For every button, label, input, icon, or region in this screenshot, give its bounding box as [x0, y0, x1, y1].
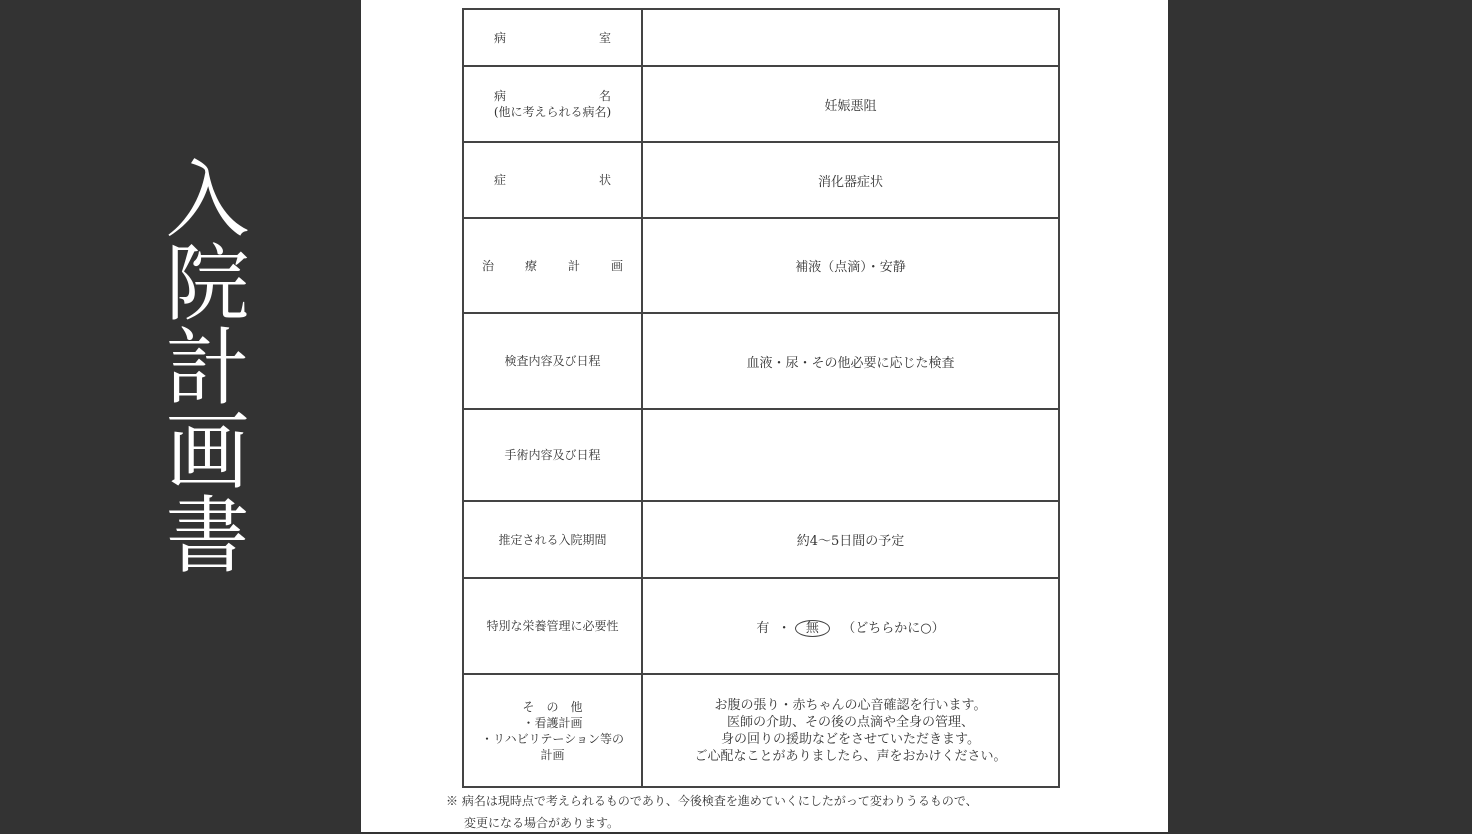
value: 約4～5日間の予定 [642, 501, 1059, 578]
footnote-line: ※ 病名は現時点で考えられるものであり、今後検査を進めていくにしたがって変わりうるもので、 [446, 794, 978, 808]
value [642, 409, 1059, 501]
row-other [463, 674, 1059, 787]
option-no-circled: 無 [795, 620, 830, 637]
label: 室 [598, 30, 611, 45]
slide-title: 入院計画書 [152, 155, 250, 575]
row-duration [463, 501, 1059, 578]
hospitalization-plan-table [462, 8, 1060, 788]
value: 妊娠悪阻 [642, 66, 1059, 142]
row-room [463, 9, 1059, 66]
label: 検査内容及び日程 [463, 313, 642, 409]
value-line: 医師の介助、その後の点滴や全身の管理、 [726, 714, 974, 730]
row-tests [463, 313, 1059, 409]
label: 病 [494, 89, 507, 103]
value: 血液・尿・その他必要に応じた検査 [642, 313, 1059, 409]
label: ・リハビリテーション等の [481, 731, 624, 746]
label: 特別な栄養管理に必要性 [463, 578, 642, 674]
row-nutrition [463, 578, 1059, 674]
row-diagnosis [463, 66, 1059, 142]
label: 手術内容及び日程 [463, 409, 642, 501]
label: ・看護計画 [522, 715, 583, 730]
separator: ・ [777, 620, 791, 636]
label: 推定される入院期間 [463, 501, 642, 578]
footnote [446, 790, 978, 834]
label: 療 [524, 258, 537, 273]
value: 消化器症状 [642, 142, 1059, 218]
label: 病 [494, 30, 507, 45]
value [642, 9, 1059, 66]
label: 計 [567, 258, 580, 273]
value: 補液（点滴）・安静 [642, 218, 1059, 313]
right-panel [1168, 0, 1472, 832]
label-sub: (他に考えられる病名) [493, 105, 612, 119]
option-yes: 有 [756, 620, 770, 636]
document-page [361, 0, 1168, 832]
label: 状 [598, 173, 611, 187]
label: そ の 他 [522, 699, 583, 714]
label: 計画 [540, 747, 565, 762]
label: 治 [482, 258, 495, 273]
label: 画 [610, 258, 623, 273]
value-line: ご心配なことがありましたら、声をおかけください。 [694, 748, 1007, 764]
left-panel [0, 0, 361, 832]
row-symptoms [463, 142, 1059, 218]
row-treatment-plan [463, 218, 1059, 313]
hint: （どちらかに○） [842, 620, 945, 636]
label: 名 [598, 89, 611, 103]
value-line: 身の回りの援助などをさせていただきます。 [721, 731, 980, 747]
label: 症 [494, 173, 507, 187]
footnote-line: 変更になる場合があります。 [464, 816, 620, 830]
value-line: お腹の張り・赤ちゃんの心音確認を行います。 [714, 697, 987, 713]
row-surgery [463, 409, 1059, 501]
